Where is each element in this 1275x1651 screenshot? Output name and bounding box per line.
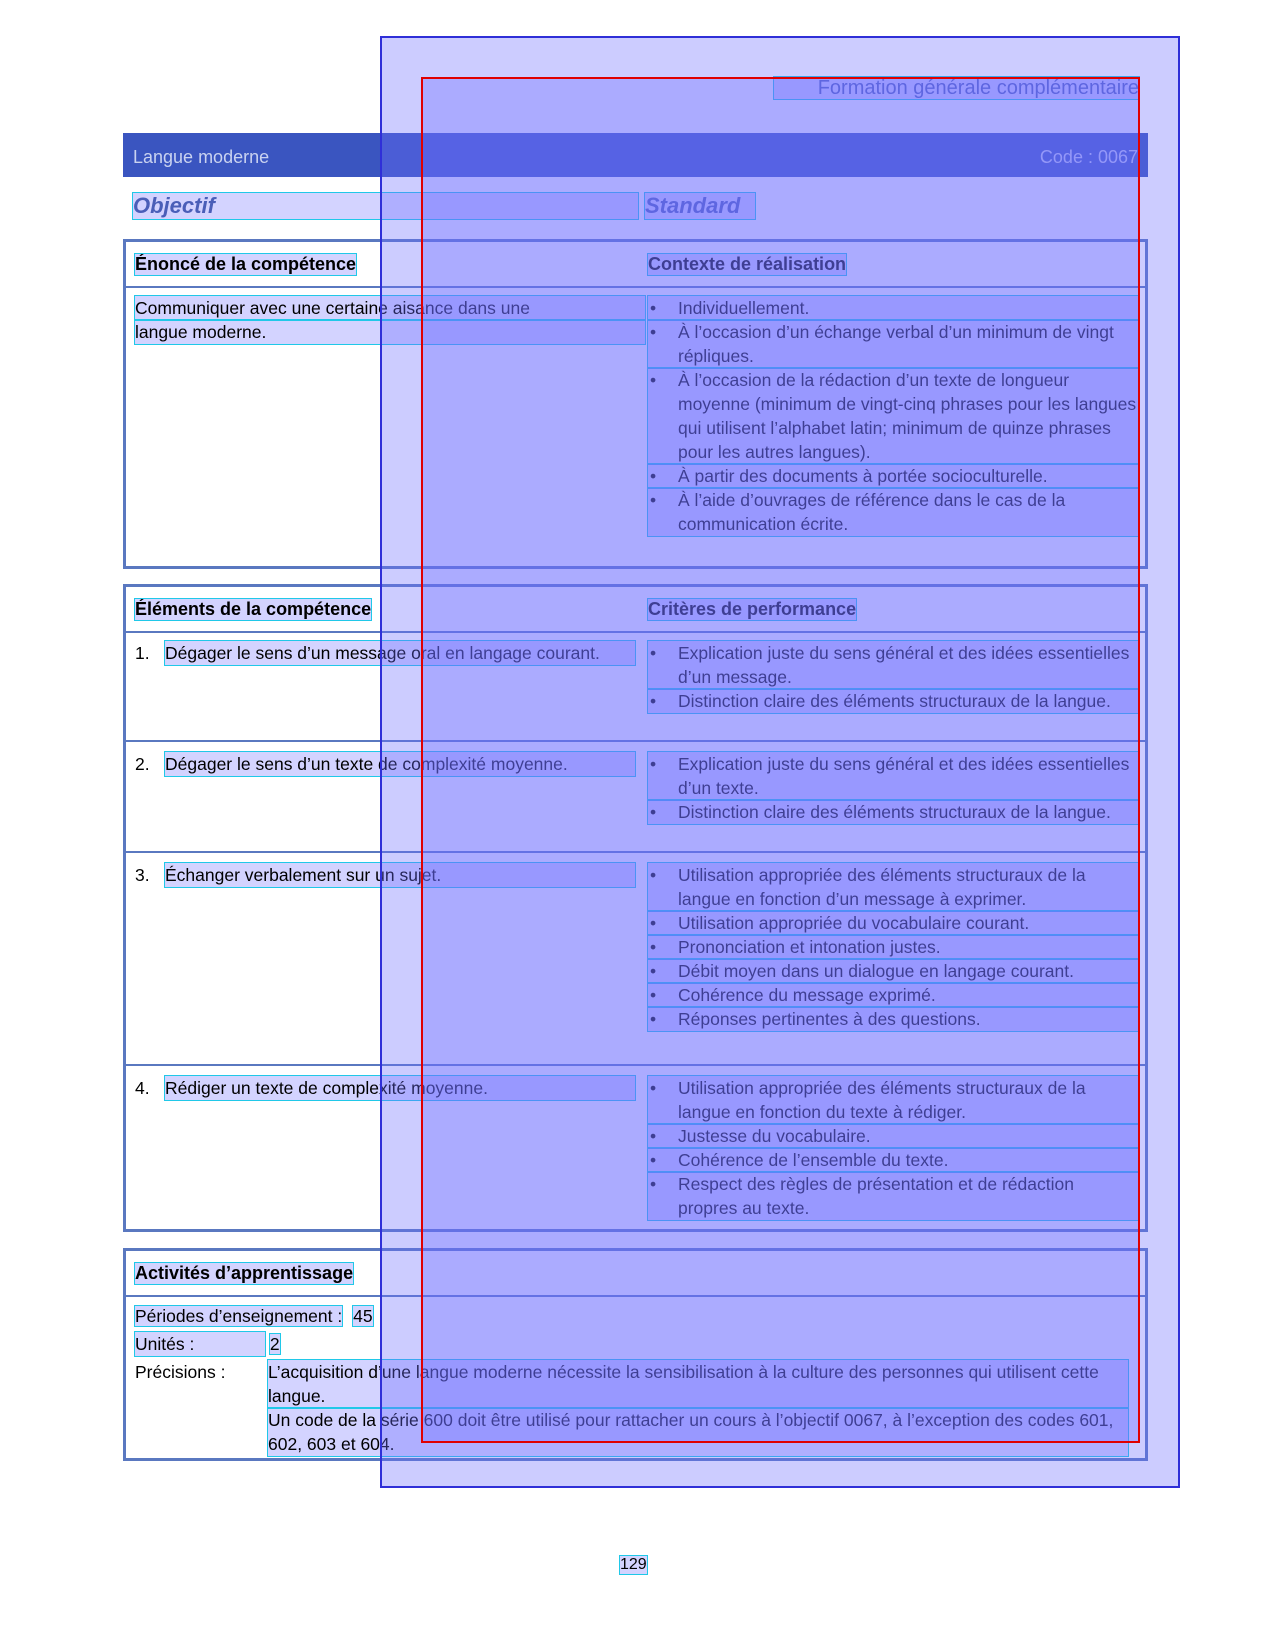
- precision-1: L’acquisition d’une langue moderne nécessite la sensibilisation à la culture des personnes qui utilisent cette langue.: [268, 1360, 1128, 1408]
- unites-value: 2: [269, 1334, 280, 1354]
- banner-subject: Langue moderne: [133, 147, 270, 167]
- enonce-header: Énoncé de la compétence: [135, 254, 357, 274]
- criteres-header: Critères de performance: [648, 599, 857, 619]
- element-number: 2.: [135, 754, 150, 774]
- element-number: 3.: [135, 865, 150, 885]
- precision-2: Un code de la série 600 doit être utilisé pour rattacher un cours à l’objectif 0067, à l’exception des codes 601, 602, 603 et 604.: [268, 1408, 1128, 1456]
- list-item: • Explication juste du sens général et des idées essentielles d’un texte.: [648, 752, 1138, 800]
- contexte-header: Contexte de réalisation: [648, 254, 847, 274]
- list-item: • Réponses pertinentes à des questions.: [648, 1007, 1138, 1031]
- list-item: • À partir des documents à portée socioculturelle.: [648, 464, 1138, 488]
- unites-label: Unités :: [135, 1332, 265, 1356]
- list-item: • Prononciation et intonation justes.: [648, 935, 1138, 959]
- element-text: Dégager le sens d’un message oral en langage courant.: [165, 641, 635, 665]
- list-item: • Utilisation appropriée des éléments structuraux de la langue en fonction du texte à rédiger.: [648, 1076, 1138, 1124]
- element-number: 1.: [135, 643, 150, 663]
- list-item: • À l’occasion de la rédaction d’un texte de longueur moyenne (minimum de vingt-cinq phrases pour les langues qui utilisent l’alphabet latin; minimum de quinze phrases pour les autres langues).: [648, 368, 1138, 464]
- list-item: • Cohérence du message exprimé.: [648, 983, 1138, 1007]
- list-item: • Utilisation appropriée du vocabulaire courant.: [648, 911, 1138, 935]
- standard-title: Standard: [645, 193, 755, 219]
- element-number: 4.: [135, 1078, 150, 1098]
- element-text: Dégager le sens d’un texte de complexité moyenne.: [165, 752, 635, 776]
- activites-header: Activités d’apprentissage: [135, 1263, 354, 1283]
- periodes-value: 45: [353, 1306, 373, 1326]
- enonce-line-2: langue moderne.: [135, 320, 645, 344]
- list-item: • À l’aide d’ouvrages de référence dans le cas de la communication écrite.: [648, 488, 1138, 536]
- element-text: Échanger verbalement sur un sujet.: [165, 863, 635, 887]
- objectif-title: Objectif: [133, 193, 638, 219]
- periodes-row: [135, 1304, 373, 1328]
- list-item: • Distinction claire des éléments structuraux de la langue.: [648, 689, 1138, 713]
- program-title: Formation générale complémentaire: [774, 77, 1139, 99]
- element-text: Rédiger un texte de complexité moyenne.: [165, 1076, 635, 1100]
- list-item: • À l’occasion d’un échange verbal d’un minimum de vingt répliques.: [648, 320, 1138, 368]
- list-item: • Cohérence de l’ensemble du texte.: [648, 1148, 1138, 1172]
- unites-row: [135, 1332, 280, 1356]
- banner-code: Code : 0067: [1039, 147, 1138, 167]
- elements-header: Éléments de la compétence: [135, 599, 372, 619]
- enonce-line-1: Communiquer avec une certaine aisance dans une: [135, 296, 645, 320]
- list-item: • Respect des règles de présentation et de rédaction propres au texte.: [648, 1172, 1138, 1220]
- list-item: • Débit moyen dans un dialogue en langage courant.: [648, 959, 1138, 983]
- list-item: • Explication juste du sens général et des idées essentielles d’un message.: [648, 641, 1138, 689]
- list-item: • Distinction claire des éléments structuraux de la langue.: [648, 800, 1138, 824]
- periodes-label: Périodes d’enseignement :: [135, 1306, 343, 1326]
- list-item: • Utilisation appropriée des éléments structuraux de la langue en fonction d’un message à exprimer.: [648, 863, 1138, 911]
- list-item: • Individuellement.: [648, 296, 1138, 320]
- list-item: • Justesse du vocabulaire.: [648, 1124, 1138, 1148]
- precisions-label: Précisions :: [135, 1362, 226, 1382]
- selection-overlay-inner: [421, 77, 1140, 1443]
- page-number: 129: [620, 1556, 647, 1573]
